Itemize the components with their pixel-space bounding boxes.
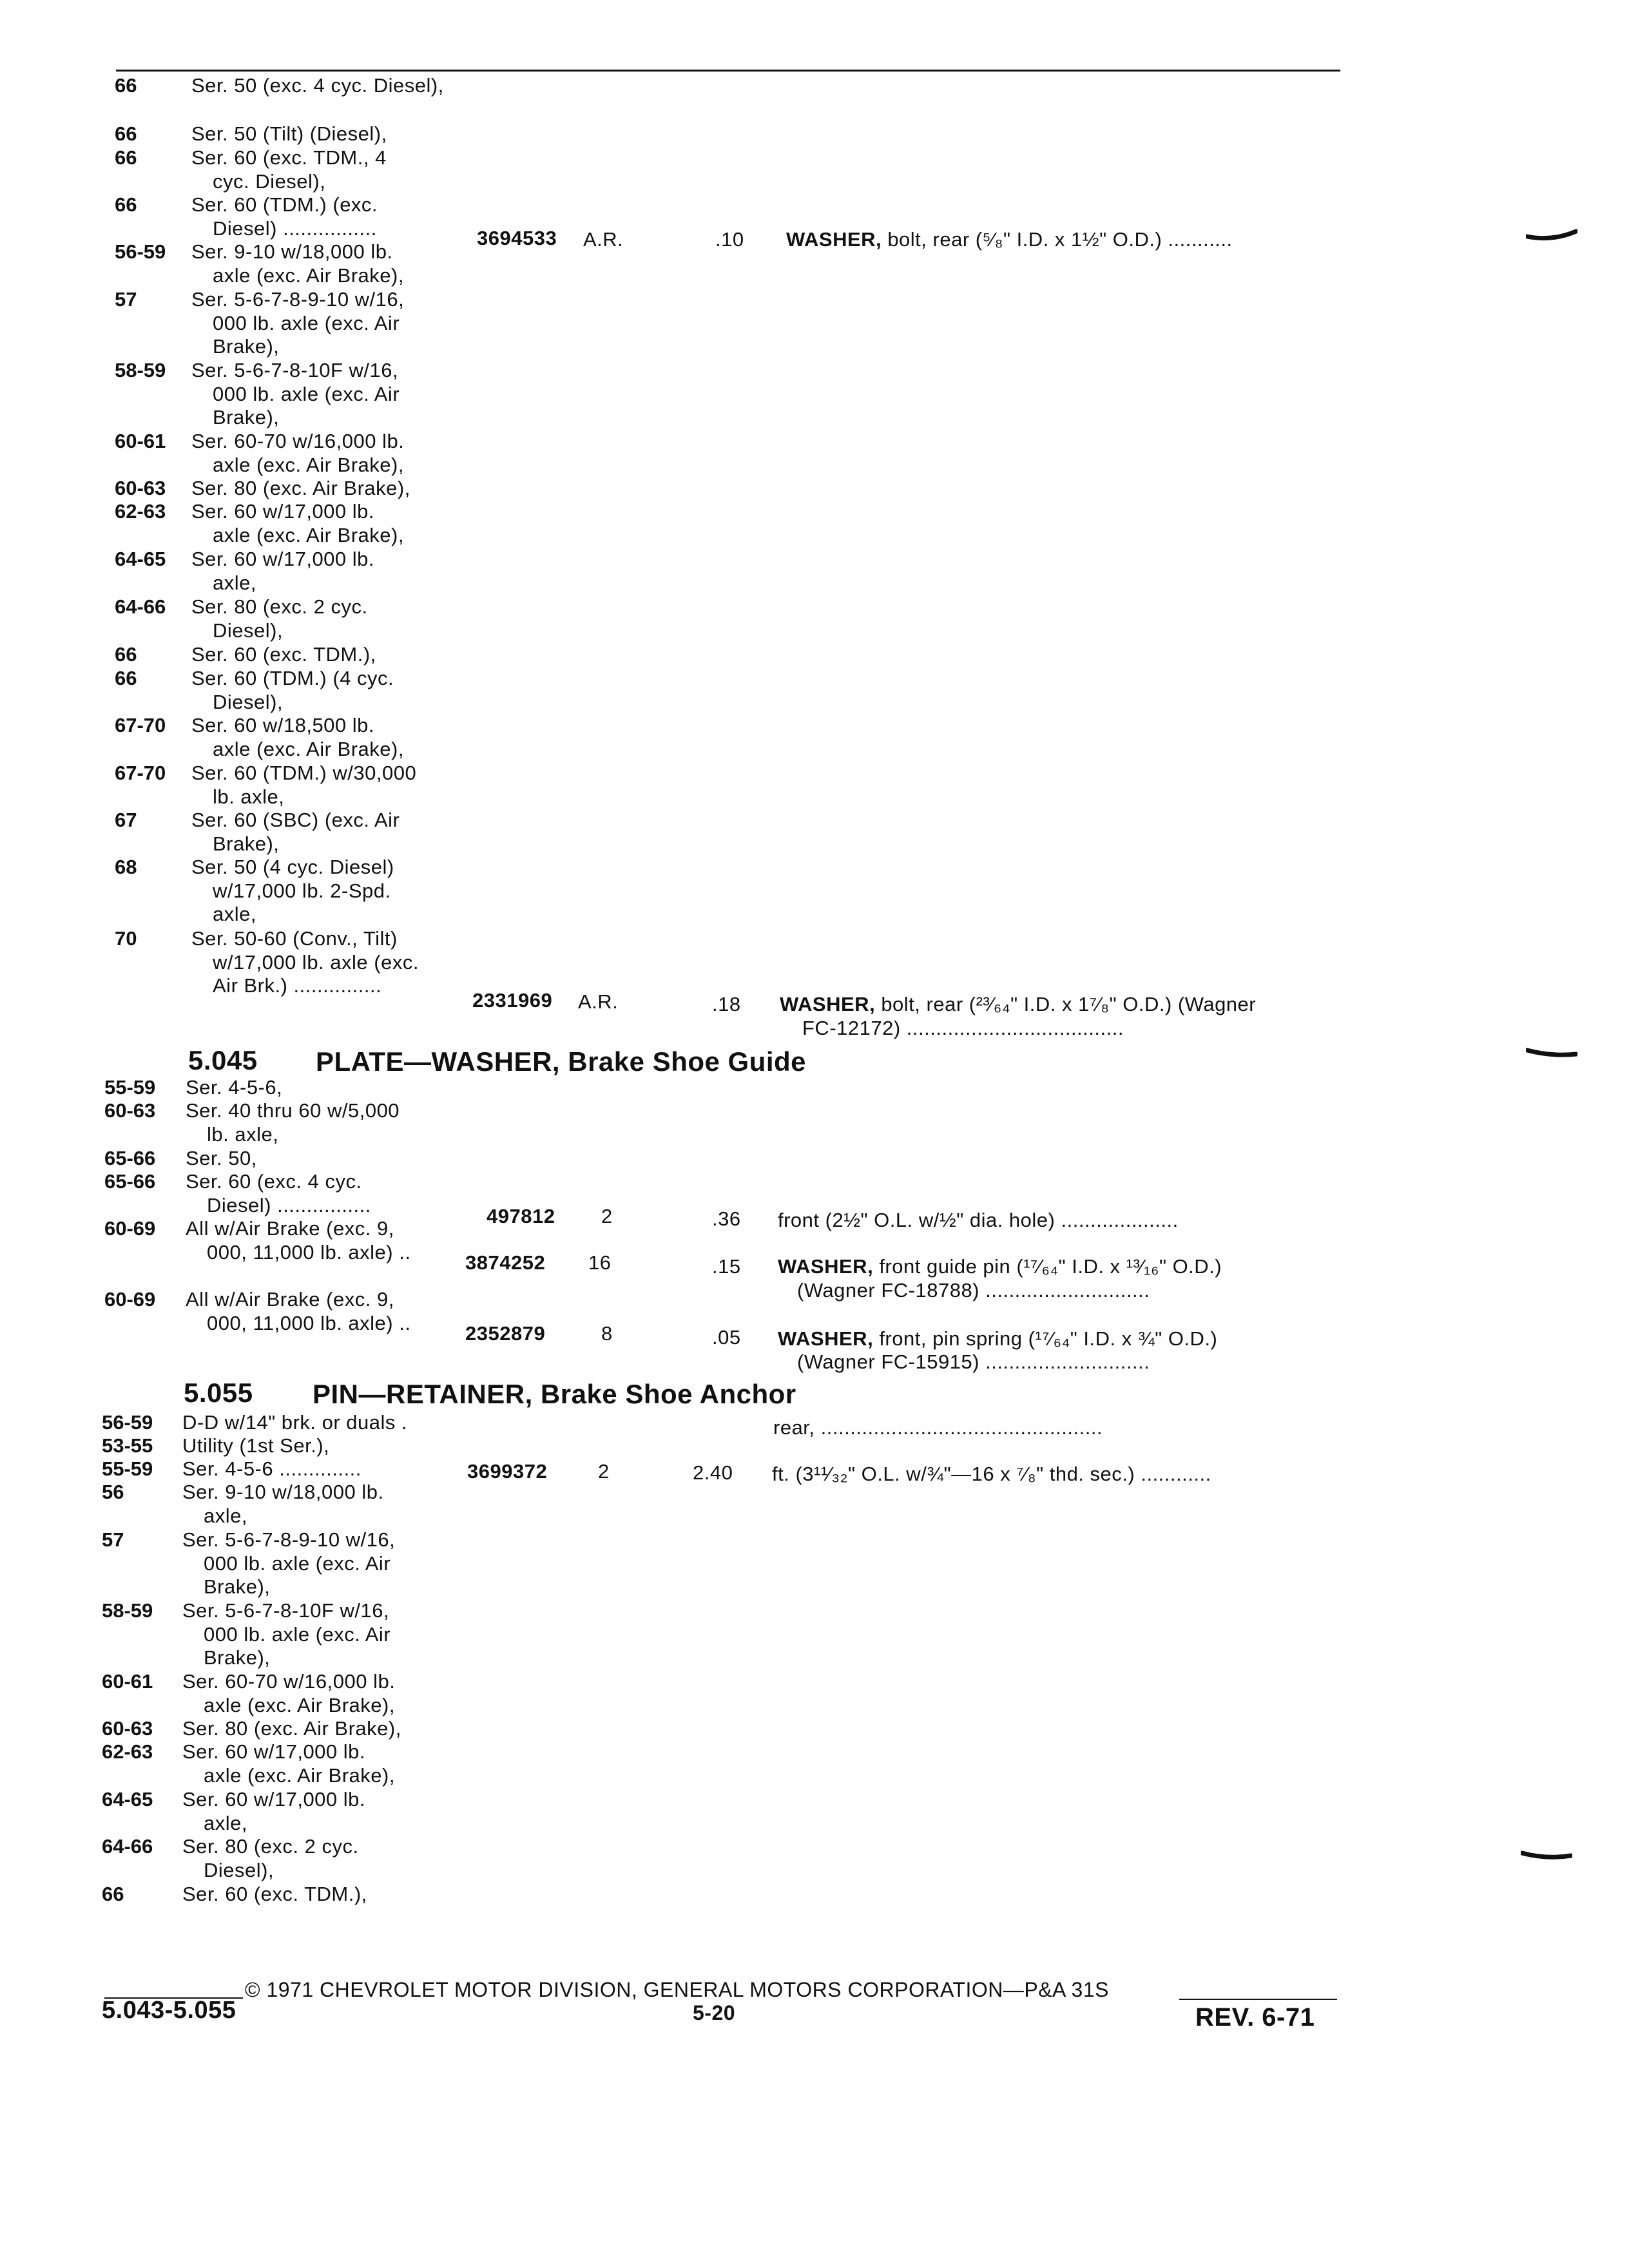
application-description-continued: Brake), (213, 832, 280, 855)
application-description: Ser. 80 (exc. 2 cyc. (191, 595, 368, 618)
part-number: 2352879 (465, 1322, 546, 1345)
section-title: PLATE—WASHER, Brake Shoe Guide (316, 1046, 807, 1077)
edge-mark (1521, 1848, 1572, 1863)
part-description (786, 228, 1233, 251)
application-description: Ser. 5-6-7-8-10F w/16, (191, 359, 399, 381)
part-desc: front guide pin (¹⁷⁄₆₄" I.D. x ¹³⁄₁₆" O.D.) (879, 1255, 1222, 1278)
part-quantity: 8 (601, 1322, 613, 1345)
application-description-continued: w/17,000 lb. 2-Spd. (213, 879, 391, 902)
application-description-continued: Diesel) ................ (213, 216, 377, 240)
model-year: 64-65 (102, 1788, 153, 1811)
part-number: 3699372 (467, 1460, 548, 1483)
part-description (780, 993, 1256, 1016)
part-quantity: 16 (588, 1251, 612, 1274)
application-description-continued: Diesel), (204, 1858, 275, 1881)
application-description: Ser. 60 w/17,000 lb. (191, 548, 375, 570)
part-quantity: 2 (598, 1460, 610, 1483)
application-description: Ser. 60 (SBC) (exc. Air (191, 809, 400, 831)
model-year: 60-63 (102, 1717, 153, 1740)
edge-mark (1526, 1045, 1577, 1061)
application-description: Ser. 60 (exc. TDM.), (182, 1883, 367, 1905)
model-year: 62-63 (102, 1740, 153, 1763)
model-year: 66 (115, 146, 137, 169)
model-year: 55-59 (104, 1076, 156, 1099)
application-description: Ser. 4-5-6, (186, 1076, 283, 1099)
application-description-continued: Diesel), (213, 619, 284, 642)
part-number: 3694533 (477, 227, 557, 249)
part-price: .10 (715, 228, 744, 251)
application-description: Ser. 60 (TDM.) (exc. (191, 193, 378, 216)
application-description-continued: axle (exc. Air Brake), (213, 453, 404, 476)
part-title: WASHER, (778, 1255, 874, 1278)
application-description-continued: lb. axle, (213, 785, 285, 808)
part-number: 2331969 (472, 989, 553, 1012)
model-year: 67 (115, 809, 137, 831)
application-description-continued: 000 lb. axle (exc. Air (213, 311, 400, 334)
model-year: 70 (115, 927, 137, 950)
application-description: Ser. 60 (TDM.) (4 cyc. (191, 667, 394, 689)
model-year: 66 (102, 1883, 124, 1905)
part-quantity: A.R. (578, 990, 619, 1013)
model-year: 56-59 (102, 1411, 153, 1434)
model-year: 66 (115, 667, 137, 689)
application-description-continued: axle, (204, 1504, 247, 1527)
application-description-continued: axle, (213, 571, 256, 594)
application-description: Ser. 50, (186, 1147, 257, 1169)
application-description: Ser. 60 (exc. TDM.), (191, 643, 376, 666)
part-description-continued: FC-12172) ..................................... (802, 1017, 1124, 1039)
application-description-continued: 000, 11,000 lb. axle) .. (207, 1240, 411, 1264)
model-year: 56-59 (115, 240, 166, 263)
application-description-continued: axle, (204, 1811, 247, 1834)
model-year: 64-66 (115, 595, 166, 618)
section-title: PIN—RETAINER, Brake Shoe Anchor (313, 1379, 796, 1409)
copyright-line: © 1971 CHEVROLET MOTOR DIVISION, GENERAL MOTORS CORPORATION—P&A 31S (245, 1978, 1109, 2001)
application-description: Ser. 60-70 w/16,000 lb. (182, 1670, 396, 1693)
part-price: .15 (712, 1255, 741, 1278)
part-desc: bolt, rear (⁵⁄₈" I.D. x 1½" O.D.) ........... (887, 228, 1233, 251)
page-number: 5-20 (693, 2001, 736, 2024)
application-description: Ser. 50 (Tilt) (Diesel), (191, 122, 387, 145)
application-description-continued: Diesel), (213, 690, 284, 713)
model-year: 57 (115, 288, 137, 311)
model-year: 56 (102, 1481, 124, 1503)
part-price: 2.40 (693, 1461, 733, 1484)
model-year: 64-65 (115, 548, 166, 570)
application-description-continued: w/17,000 lb. axle (exc. (213, 950, 419, 974)
application-description-continued: Diesel) ................ (207, 1193, 371, 1216)
application-description: Ser. 50 (4 cyc. Diesel) (191, 856, 394, 878)
model-year: 60-69 (104, 1288, 156, 1311)
application-description: Ser. 60-70 w/16,000 lb. (191, 430, 405, 452)
application-description-continued: axle (exc. Air Brake), (204, 1693, 395, 1716)
application-description: All w/Air Brake (exc. 9, (186, 1217, 394, 1240)
application-description-continued: Brake), (213, 335, 280, 358)
model-year: 66 (115, 193, 137, 216)
application-description: Utility (1st Ser.), (182, 1434, 330, 1457)
model-year: 66 (115, 643, 137, 666)
top-rule (116, 70, 1340, 72)
application-description-continued: Brake), (213, 406, 280, 428)
model-year: 60-69 (104, 1217, 156, 1240)
application-description-continued: 000 lb. axle (exc. Air (204, 1552, 391, 1575)
application-description-continued: axle (exc. Air Brake), (213, 264, 404, 287)
application-description-continued: axle (exc. Air Brake), (213, 523, 404, 546)
application-description: Ser. 60 w/18,500 lb. (191, 714, 375, 736)
application-description-continued: 000 lb. axle (exc. Air (204, 1622, 391, 1646)
model-year: 67-70 (115, 714, 166, 736)
model-year: 58-59 (115, 359, 166, 381)
application-description: Ser. 80 (exc. 2 cyc. (182, 1835, 359, 1858)
application-description-continued: axle (exc. Air Brake), (213, 737, 404, 760)
part-number: 3874252 (465, 1251, 546, 1274)
model-year: 57 (102, 1528, 124, 1551)
part-title: WASHER, (778, 1327, 874, 1350)
part-quantity: A.R. (583, 228, 624, 251)
part-price: .05 (712, 1326, 741, 1349)
section-number: 5.045 (188, 1045, 258, 1075)
part-price: .36 (712, 1207, 741, 1230)
application-description: Ser. 50-60 (Conv., Tilt) (191, 927, 398, 950)
model-year: 60-63 (115, 477, 166, 499)
part-description: rear, ................................................ (773, 1416, 1103, 1439)
application-description-continued: 000, 11,000 lb. axle) .. (207, 1311, 411, 1334)
part-description: ft. (3¹¹⁄₃₂" O.L. w/¾"—16 x ⁷⁄₈" thd. sec.) ............ (772, 1463, 1211, 1485)
part-desc: front, pin spring (¹⁷⁄₆₄" I.D. x ¾" O.D.) (879, 1327, 1218, 1350)
model-year: 66 (115, 74, 137, 97)
application-description: Ser. 9-10 w/18,000 lb. (191, 240, 393, 263)
application-description: Ser. 60 w/17,000 lb. (191, 500, 375, 523)
application-description: Ser. 5-6-7-8-9-10 w/16, (191, 288, 405, 311)
application-description: Ser. 40 thru 60 w/5,000 (186, 1099, 400, 1122)
part-title: WASHER, (786, 228, 882, 251)
application-description: Ser. 60 (exc. 4 cyc. (186, 1170, 362, 1193)
application-description: Ser. 4-5-6 .............. (182, 1457, 361, 1480)
section-number: 5.055 (184, 1378, 253, 1408)
application-description: Ser. 9-10 w/18,000 lb. (182, 1481, 384, 1503)
model-year: 65-66 (104, 1147, 156, 1169)
application-description-continued: Brake), (204, 1646, 271, 1669)
application-description-continued: Brake), (204, 1575, 271, 1598)
model-year: 66 (115, 122, 137, 145)
model-year: 68 (115, 856, 137, 878)
part-number: 497812 (487, 1205, 555, 1227)
application-description: Ser. 60 w/17,000 lb. (182, 1788, 366, 1811)
application-description: Ser. 5-6-7-8-10F w/16, (182, 1599, 390, 1622)
application-description: Ser. 60 w/17,000 lb. (182, 1740, 366, 1763)
part-description (778, 1255, 1222, 1278)
application-description: All w/Air Brake (exc. 9, (186, 1288, 394, 1311)
part-quantity: 2 (601, 1205, 613, 1227)
part-title: WASHER, (780, 993, 876, 1015)
application-description: Ser. 80 (exc. Air Brake), (182, 1717, 401, 1740)
application-description: D-D w/14" brk. or duals . (182, 1411, 408, 1434)
application-description-continued: Air Brk.) ............... (213, 974, 382, 997)
application-description: Ser. 60 (TDM.) w/30,000 (191, 762, 417, 784)
model-year: 55-59 (102, 1457, 153, 1480)
model-year: 65-66 (104, 1170, 156, 1193)
application-description: Ser. 50 (exc. 4 cyc. Diesel), (191, 74, 444, 97)
edge-mark (1526, 229, 1577, 244)
model-year: 53-55 (102, 1434, 153, 1457)
application-description-continued: lb. axle, (207, 1122, 279, 1146)
application-description-continued: axle (exc. Air Brake), (204, 1763, 395, 1787)
part-price: .18 (712, 993, 741, 1015)
part-description (778, 1327, 1217, 1350)
model-year: 60-61 (115, 430, 166, 452)
part-desc: bolt, rear (²³⁄₆₄" I.D. x 1⁷⁄₈" O.D.) (Wagner (881, 993, 1257, 1015)
section-range: 5.043-5.055 (102, 1997, 236, 2024)
model-year: 60-61 (102, 1670, 153, 1693)
model-year: 60-63 (104, 1099, 156, 1122)
part-description-continued: (Wagner FC-15915) ............................ (797, 1350, 1150, 1373)
application-description: Ser. 60 (exc. TDM., 4 (191, 146, 387, 169)
model-year: 58-59 (102, 1599, 153, 1622)
part-description-continued: (Wagner FC-18788) ............................ (797, 1279, 1150, 1302)
revision: REV. 6-71 (1195, 2003, 1315, 2032)
model-year: 64-66 (102, 1835, 153, 1858)
application-description-continued: axle, (213, 903, 256, 925)
footer-rule-right (1179, 1999, 1337, 2000)
application-description: Ser. 5-6-7-8-9-10 w/16, (182, 1528, 396, 1551)
application-description-continued: 000 lb. axle (exc. Air (213, 382, 400, 405)
application-description-continued: cyc. Diesel), (213, 169, 326, 193)
application-description: Ser. 80 (exc. Air Brake), (191, 477, 410, 499)
part-description: front (2½" O.L. w/½" dia. hole) .................... (778, 1209, 1179, 1231)
model-year: 62-63 (115, 500, 166, 523)
model-year: 67-70 (115, 762, 166, 784)
